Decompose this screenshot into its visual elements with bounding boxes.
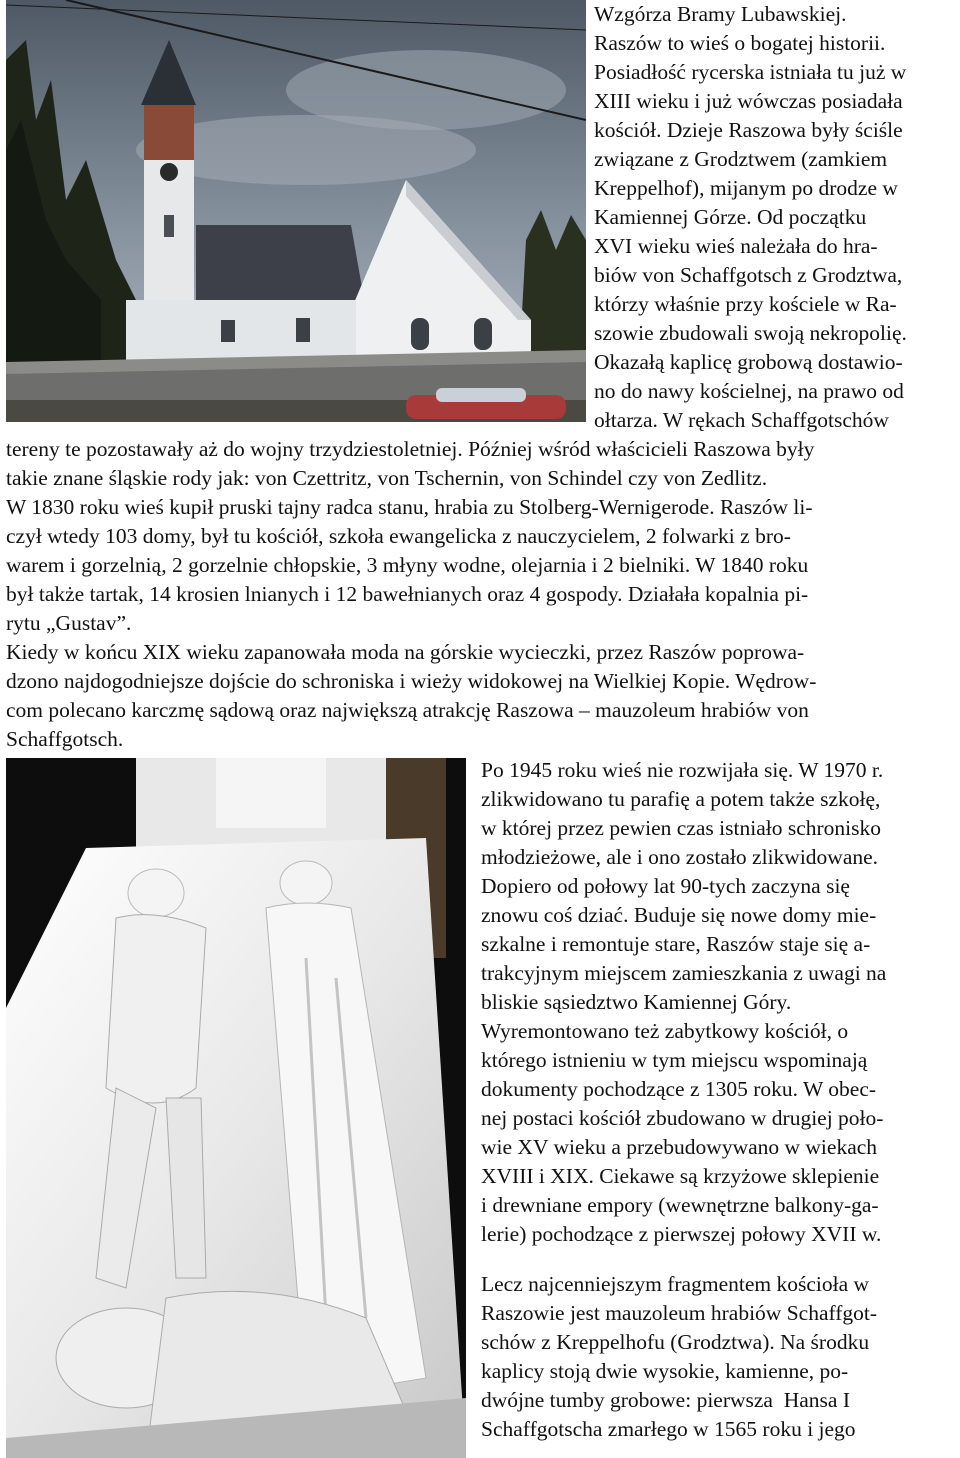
text-line: dokumenty pochodzące z 1305 roku. W obec-	[481, 1077, 877, 1101]
text-line: szkalne i remontuje stare, Raszów staje się a-	[481, 932, 871, 956]
text-line: Raszów to wieś o bogatej historii.	[594, 31, 886, 55]
text-line: ołtarza. W rękach Schaffgotschów	[594, 408, 889, 432]
church-photo	[6, 0, 586, 422]
text-line: znowu coś dziać. Buduje się nowe domy mie-	[481, 903, 877, 927]
text-line: Schaffgotsch.	[6, 727, 124, 751]
text-line: którzy właśnie przy kościele w Ra-	[594, 292, 897, 316]
tomb-effigies-photo	[6, 758, 466, 1458]
text-line: i drewniane empory (wewnętrzne balkony-ga-	[481, 1193, 879, 1217]
text-line: dwójne tumby grobowe: pierwsza Hansa I	[481, 1388, 850, 1412]
text-line: bliskie sąsiedztwo Kamiennej Góry.	[481, 990, 792, 1014]
text-line: Dopiero od połowy lat 90-tych zaczyna się	[481, 874, 850, 898]
text-line: Kiedy w końcu XIX wieku zapanowała moda na górskie wycieczki, przez Raszów poprowa-	[6, 640, 805, 664]
text-line: takie znane śląskie rody jak: von Czettritz, von Tschernin, von Schindel czy von Zedlitz.	[6, 466, 768, 490]
text-line: związane z Grodztwem (zamkiem	[594, 147, 888, 171]
text-line: Raszowie jest mauzoleum hrabiów Schaffgot-	[481, 1301, 878, 1325]
text-line: lerie) pochodzące z pierwszej połowy XVII w.	[481, 1222, 882, 1246]
text-line: no do nawy kościelnej, na prawo od	[594, 379, 904, 403]
text-line: wie XV wieku a przebudowywano w wiekach	[481, 1135, 878, 1159]
text-line: rytu „Gustav”.	[6, 611, 132, 635]
text-line: Okazałą kaplicę grobową dostawio-	[594, 350, 903, 374]
text-line: którego istnieniu w tym miejscu wspominają	[481, 1048, 868, 1072]
text-line: zlikwidowano tu parafię a potem także szkołę,	[481, 787, 881, 811]
text-line: XVI wieku wieś należała do hra-	[594, 234, 878, 258]
text-line: czył wtedy 103 domy, był tu kościół, szkoła ewangelicka z nauczycielem, 2 folwarki z bro-	[6, 524, 791, 548]
text-line: schów z Kreppelhofu (Grodztwa). Na środku	[481, 1330, 870, 1354]
text-line: biów von Schaffgotsch z Grodztwa,	[594, 263, 903, 287]
text-line: dzono najdogodniejsze dojście do schroniska i wieży widokowej na Wielkiej Kopie. Wędrow-	[6, 669, 817, 693]
text-line: com polecano karczmę sądową oraz największą atrakcję Raszowa – mauzoleum hrabiów von	[6, 698, 809, 722]
text-line: Wzgórza Bramy Lubawskiej.	[594, 2, 847, 26]
text-line: Lecz najcenniejszym fragmentem kościoła w	[481, 1272, 870, 1296]
text-line: Schaffgotscha zmarłego w 1565 roku i jego	[481, 1417, 856, 1441]
text-line: młodzieżowe, ale i ono zostało zlikwidowane.	[481, 845, 879, 869]
text-line: warem i gorzelnią, 2 gorzelnie chłopskie, 3 młyny wodne, olejarnia i 2 bielniki. W 1840 roku	[6, 553, 809, 577]
text-line: tereny te pozostawały aż do wojny trzydziestoletniej. Później wśród właścicieli Raszowa były	[6, 437, 815, 461]
text-line: Posiadłość rycerska istniała tu już w	[594, 60, 907, 84]
text-line: W 1830 roku wieś kupił pruski tajny radca stanu, hrabia zu Stolberg-Wernigerode. Raszów li-	[6, 495, 813, 519]
text-line: Kreppelhof), mijanym po drodze w	[594, 176, 898, 200]
text-line: Po 1945 roku wieś nie rozwijała się. W 1970 r.	[481, 758, 884, 782]
text-line: szowie zbudowali swoją nekropolię.	[594, 321, 907, 345]
text-line: Wyremontowano też zabytkowy kościół, o	[481, 1019, 849, 1043]
text-line: nej postaci kościół zbudowano w drugiej poło-	[481, 1106, 884, 1130]
text-line: był także tartak, 14 krosien lnianych i 12 bawełnianych oraz 4 gospody. Działała kopalnia pi-	[6, 582, 809, 606]
text-line: kaplicy stoją dwie wysokie, kamienne, po-	[481, 1359, 849, 1383]
text-line: XVIII i XIX. Ciekawe są krzyżowe sklepienie	[481, 1164, 880, 1188]
text-line: kościół. Dzieje Raszowa były ściśle	[594, 118, 903, 142]
text-line: XIII wieku i już wówczas posiadała	[594, 89, 903, 113]
text-line: w której przez pewien czas istniało schronisko	[481, 816, 882, 840]
text-line: trakcyjnym miejscem zamieszkania z uwagi na	[481, 961, 887, 985]
text-line: Kamiennej Górze. Od początku	[594, 205, 867, 229]
